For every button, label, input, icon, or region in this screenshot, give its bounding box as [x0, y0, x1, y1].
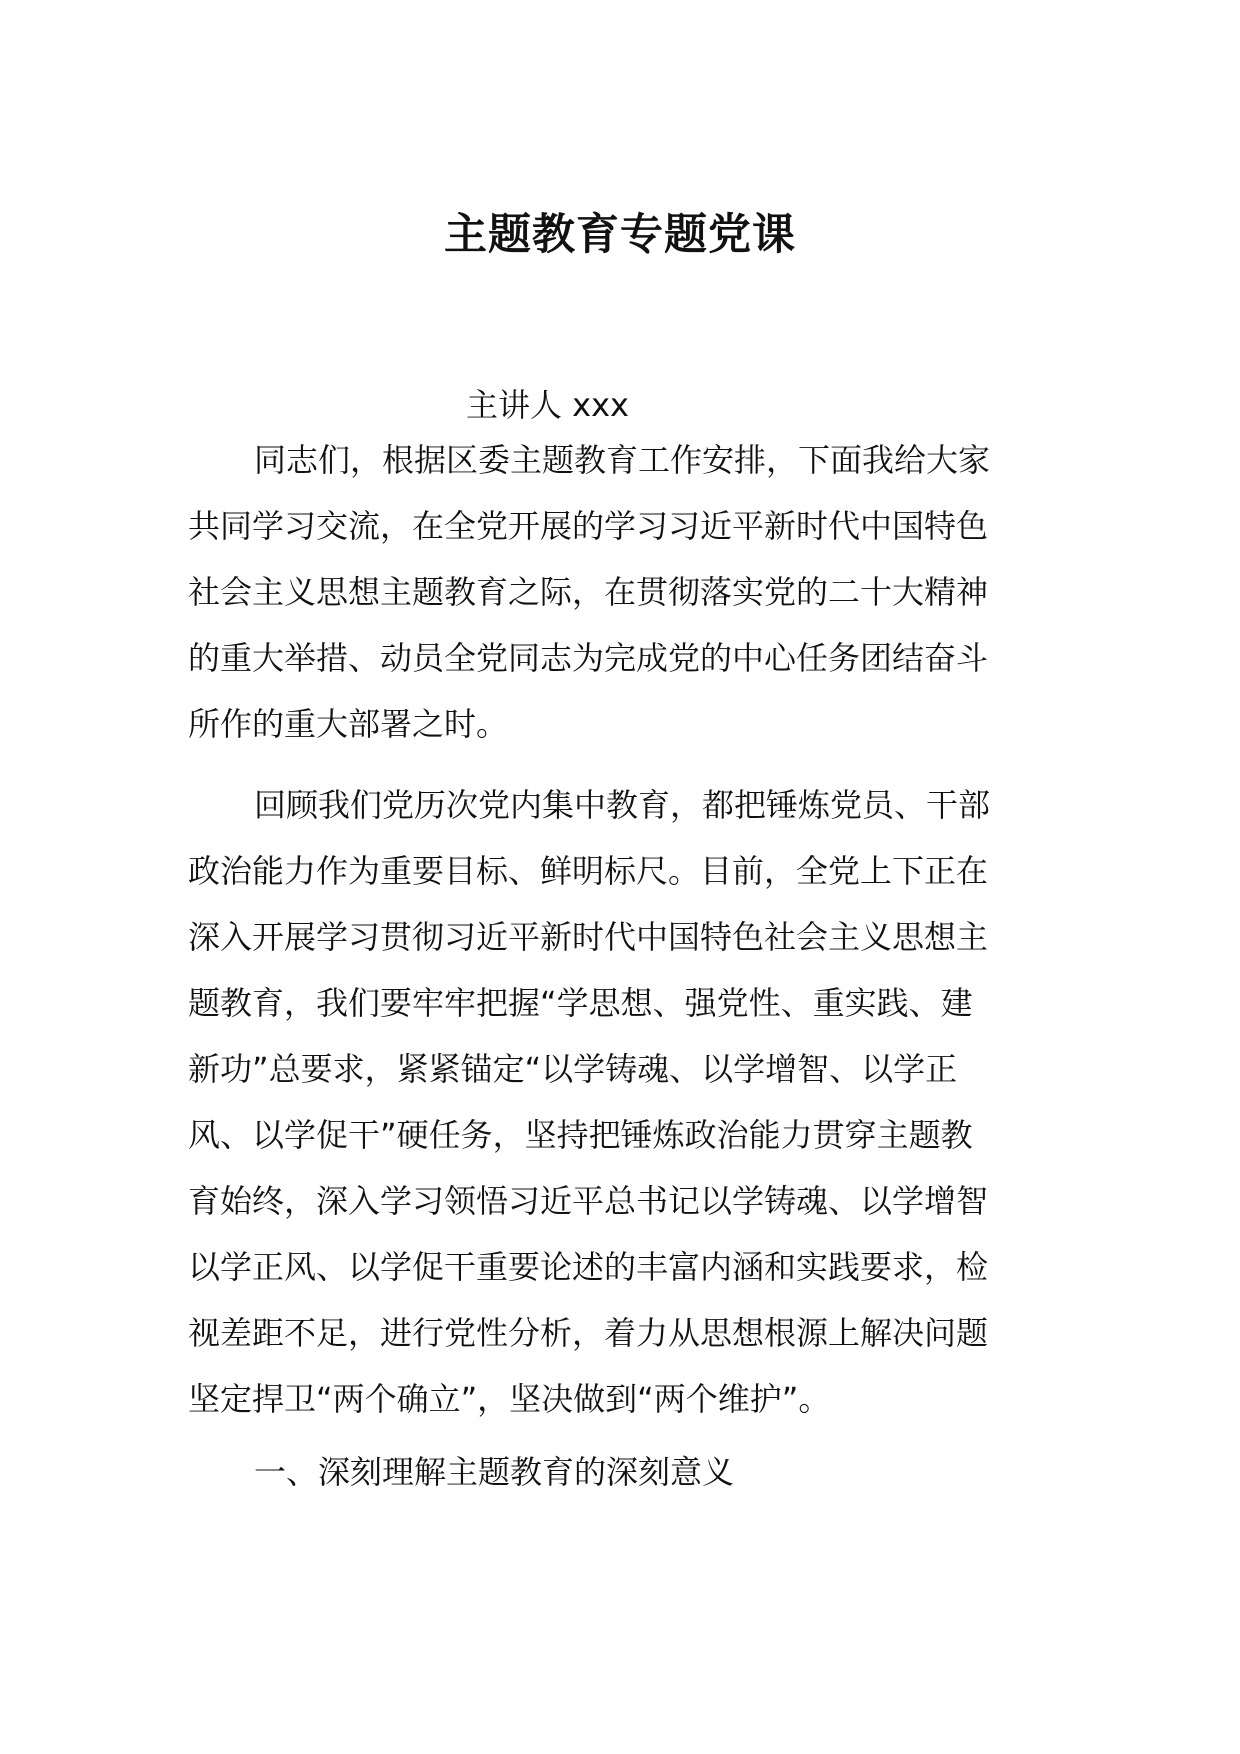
paragraph-line: 题教育，我们要牢牢把握“学思想、强党性、重实践、建 — [188, 984, 973, 1022]
paragraph-line: 政治能力作为重要目标、鲜明标尺。目前，全党上下正在 — [188, 852, 989, 890]
paragraph-line: 育始终，深入学习领悟习近平总书记以学铸魂、以学增智 — [188, 1182, 989, 1220]
paragraph-review — [188, 772, 1056, 1432]
paragraph-line: 风、以学促干”硬任务，坚持把锤炼政治能力贯穿主题教 — [188, 1116, 973, 1154]
paragraph-line: 以学正风、以学促干重要论述的丰富内涵和实践要求，检 — [188, 1248, 989, 1286]
paragraph-intro — [188, 427, 1056, 757]
section-heading: 一、深刻理解主题教育的深刻意义 — [254, 1453, 735, 1491]
paragraph-line: 的重大举措、动员全党同志为完成党的中心任务团结奋斗 — [188, 639, 989, 677]
paragraph-line: 同志们，根据区委主题教育工作安排，下面我给大家 — [254, 441, 991, 479]
document-title: 主题教育专题党课 — [444, 210, 796, 260]
paragraph-line: 所作的重大部署之时。 — [188, 705, 509, 743]
paragraph-line: 视差距不足，进行党性分析，着力从思想根源上解决问题 — [188, 1314, 989, 1352]
paragraph-line: 共同学习交流，在全党开展的学习习近平新时代中国特色 — [188, 507, 989, 545]
paragraph-line: 深入开展学习贯彻习近平新时代中国特色社会主义思想主 — [188, 918, 989, 956]
paragraph-line: 社会主义思想主题教育之际，在贯彻落实党的二十大精神 — [188, 573, 989, 611]
paragraph-line: 坚定捍卫“两个确立”，坚决做到“两个维护”。 — [188, 1380, 831, 1418]
paragraph-line: 新功”总要求，紧紧锚定“以学铸魂、以学增智、以学正 — [188, 1050, 958, 1088]
paragraph-line: 回顾我们党历次党内集中教育，都把锤炼党员、干部 — [254, 786, 991, 824]
speaker-line: 主讲人 xxx — [466, 386, 629, 424]
